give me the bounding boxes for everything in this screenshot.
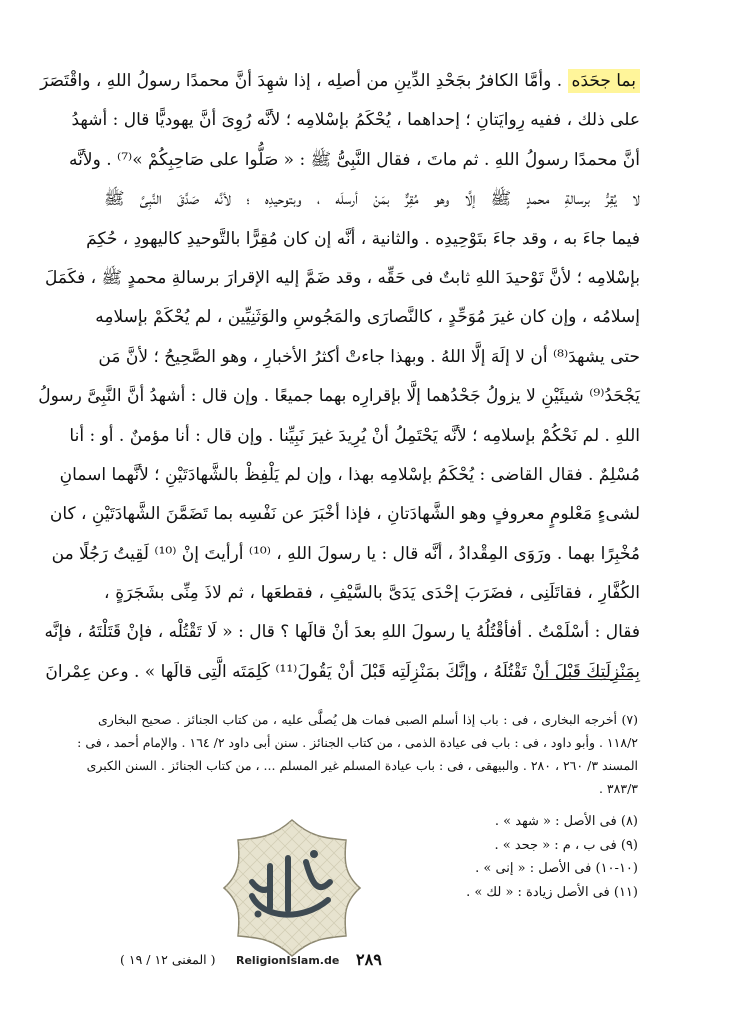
text-line: لشىءٍ مَعْلومٍ معروفٍ وهو الشَّهادَتانِ ، فإذا أخْبَرَ عن نَفْسِه بما تَضَمَّنَ الشَّهادَتَيْنِ ، كان	[49, 504, 640, 525]
text-line: مُخْبِرًا بهما . ورَوَى المِقْدادُ ، أنَّه قال : يا رسولَ اللهِ ، ⁽¹⁰⁾ أرأيتَ إنْ ⁽¹⁰⁾ لَقِيتُ رَجُلًا من	[51, 543, 640, 564]
footnote-variant: (٩) فى ب ، م : « جحد » .	[494, 837, 638, 853]
text-line: بِمَنْزِلَتِكَ قَبْلَ أنْ تَقْتُلَهُ ، وإنَّكَ بمَنْزِلَتِه قَبْلَ أنْ يَقُولَ⁽¹¹⁾ كَلِمَتَه الَّتِى قالَها » . وعن عِمْرانَ	[45, 661, 640, 682]
book-reference: ( المغنى ١٢ / ١٩ )	[120, 952, 216, 967]
footnote-line: المسند ٣/ ٢٦٠ ، ٢٨٠ . والبيهقى ، فى : باب عيادة المسلم غير المسلم ... ، من كتاب الجنائز . السنن الكبرى	[86, 758, 638, 773]
text-line: أنَّ محمدًا رسولُ اللهِ . ثم ماتَ ، فقال النَّبِىُّ ﷺ : « صَلُّوا على صَاحِبِكُمْ »⁽⁷⁾ . ولأنَّه	[69, 149, 640, 170]
text-line: حتى يشهدَ⁽⁸⁾ أن لا إلَهَ إلَّا اللهُ . وبهذا جاءتْ أكثرُ الأخبارِ ، وهو الصَّحِيحُ ؛ لأنَّ مَن	[98, 346, 640, 367]
footnote-line: ٣٨٣/٣ .	[598, 781, 638, 796]
footnote-separator	[538, 679, 633, 680]
footnote-variant: (١١) فى الأصل زيادة : « لك » .	[466, 884, 638, 900]
text-line: بما جحَدَه . وأمَّا الكافرُ بجَحْدِ الدِّينِ من أصلِه ، إذا شهِدَ أنَّ محمدًا رسولُ اللهِ ، واقْتَصَرَ	[104, 62, 640, 101]
footnote-variant: (١٠-١٠) فى الأصل : « إنى » .	[475, 861, 638, 876]
footnote-line: ١١٨/٢ . وأبو داود ، فى : باب فى عيادة الذمى ، من كتاب الجنائز . سنن أبى داود ٢/ ١٦٤ . والإمام أحمد ، فى :	[77, 735, 638, 750]
text-line: على ذلك ، ففيه رِوايَتانِ ؛ إحداهما ، يُحْكَمُ بإسْلامِه ؛ لأنَّه رُوِىَ أنَّ يهوديًّا قال : أشهدُ	[71, 110, 640, 131]
footnote-variant: (٨) فى الأصل : « شهد » .	[494, 814, 638, 829]
text-line: اللهِ . لم نَحْكُمْ بإسلامِه ؛ لأنَّه يَحْتَمِلُ أنْ يُرِيدَ غيرَ نَبِيِّنا . وإن قال : أنا مؤمنٌ . أو : أنا	[69, 425, 640, 446]
footnote-line: (٧) أخرجه البخارى ، فى : باب إذا أسلم الصبى فمات هل يُصلَّى عليه ، من كتاب الجنائز . صحيح البخارى	[98, 712, 638, 727]
footnotes-block	[77, 708, 638, 800]
text-line: إسلامُه ، وإن كان غيرَ مُوَحِّدٍ ، كالنَّصارَى والمَجُوسِ والوَثَنِيِّين ، لم يُحْكَمْ بإسلامِه	[95, 307, 640, 328]
site-url: ReligionIslam.de	[236, 954, 340, 967]
page-number: ٢٨٩	[356, 950, 382, 969]
footnotes-variants	[380, 810, 638, 904]
text-line: فقال : أسْلَمْتُ . أفأقْتُلُهُ يا رسولَ اللهِ بعدَ أنْ قالَها ؟ قال : « لَا تَقْتُلْه ، فإنْ قَتَلْتَهُ ، فإنَّه	[44, 622, 640, 643]
main-text-block	[38, 62, 640, 692]
text-line: الكُفَّارِ ، فقاتَلَنِى ، فضَرَبَ إحْدَى يَدَىَّ بالسَّيْفِ ، فقطعَها ، ثم لاذَ مِنِّى بشَجَرَةٍ ،	[104, 583, 640, 604]
text-line: يَجْحَدُ⁽⁹⁾ شيئَيْنِ لا يزولُ جَحْدُهما إلَّا بإقرارِه بهما جميعًا . وإن قال : أشهدُ أنَّ النَّبِىَّ رسولُ	[38, 386, 640, 407]
text-line: لا يُقِرُّ برسالةِ محمدٍ ﷺ إلَّا وهو مُقِرٌّ بمَنْ أرسلَه ، وبتوحيدِه ؛ لأنَّه صَدَّقَ النَّبِىَّ ﷺ	[104, 189, 640, 210]
text-line: بإسْلامِه ؛ لأنَّ تَوْحيدَ اللهِ ثابتٌ فى حَقِّه ، وقد ضَمَّ إليه الإقرارَ برسالةِ محمدٍ ﷺ ، فكَمَلَ	[45, 267, 640, 288]
religion-islam-logo-icon	[207, 818, 377, 958]
text-line: فيما جاءَ به ، وقد جاءَ بتَوْحِيدِه . والثانية ، أنَّه إن كان مُقِرًّا بالتَّوحيدِ كاليهودِ ، حُكِمَ	[86, 228, 640, 249]
text-line: مُسْلِمٌ . فقال القاضى : يُحْكَمُ بإسْلامِه بهذا ، وإن لم يَلْفِظْ بالشَّهادَتَيْنِ ؛ لأنَّهما اسمانِ	[59, 464, 640, 485]
highlighted-phrase: بما جحَدَه	[568, 69, 640, 93]
